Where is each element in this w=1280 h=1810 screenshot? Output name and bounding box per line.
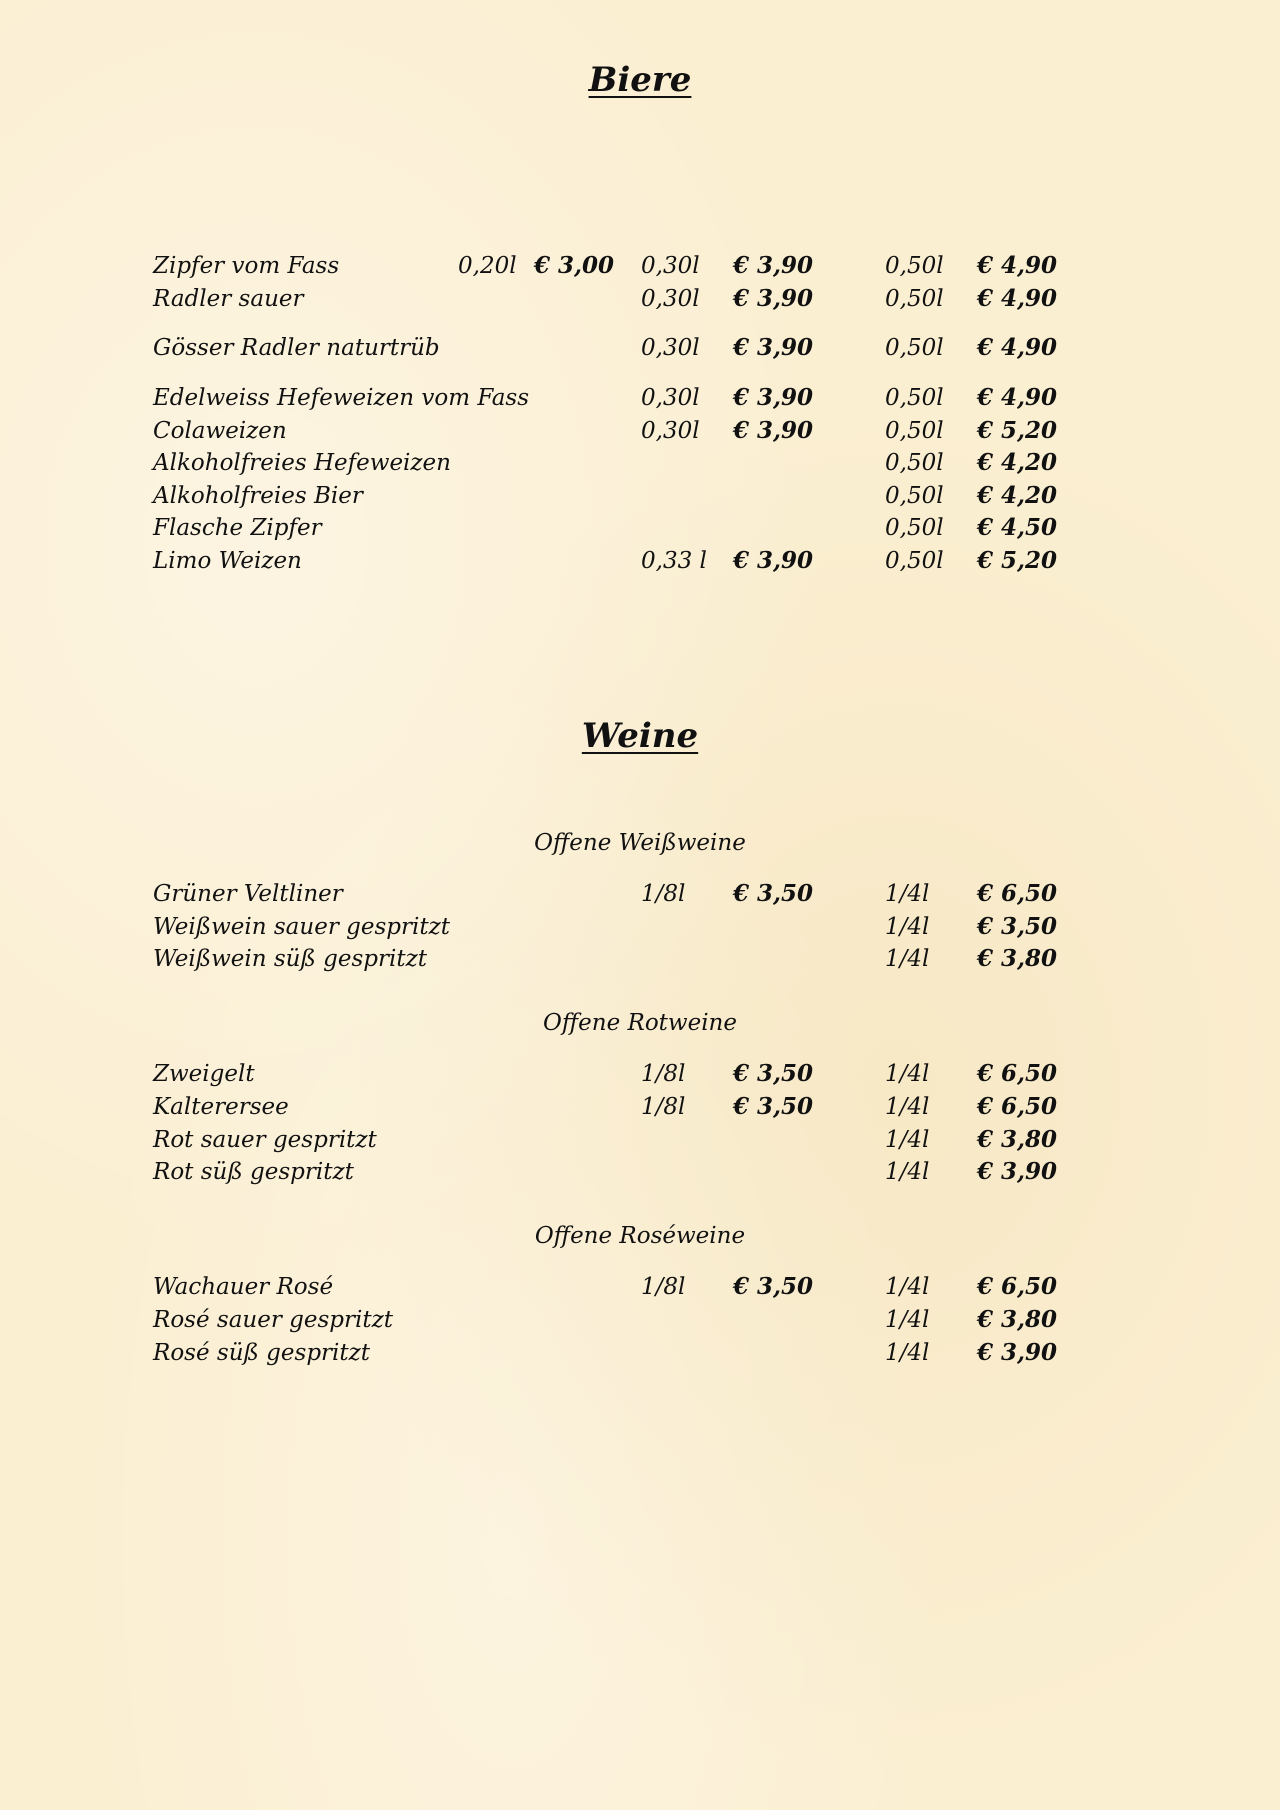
menu-item: [0, 447, 1280, 479]
item-volume-large: 1/4l: [885, 1274, 930, 1300]
menu-item: [0, 1156, 1280, 1188]
item-price-large: € 3,80: [977, 1126, 1058, 1153]
item-name: Rosé sauer gespritzt: [153, 1307, 393, 1333]
item-name: Kalterersee: [153, 1094, 289, 1120]
item-price-small: € 3,50: [733, 1060, 814, 1087]
item-name: Zweigelt: [153, 1061, 255, 1087]
item-price-medium: € 3,90: [733, 285, 814, 312]
item-volume-medium: 0,30l: [641, 335, 700, 361]
item-name: Zipfer vom Fass: [153, 253, 340, 279]
item-volume-large: 0,50l: [885, 450, 944, 476]
menu-item: [0, 1304, 1280, 1336]
item-volume-large: 0,50l: [885, 418, 944, 444]
item-price-large: € 4,90: [977, 334, 1058, 361]
item-price-large: € 4,20: [977, 449, 1058, 476]
menu-item: [0, 1058, 1280, 1090]
menu-item: [0, 250, 1280, 282]
item-price-large: € 6,50: [977, 1093, 1058, 1120]
menu-item: [0, 283, 1280, 315]
item-volume-medium: 0,33 l: [641, 548, 707, 574]
item-volume-large: 1/4l: [885, 914, 930, 940]
beer-section-title: Biere: [588, 60, 692, 100]
item-price-large: € 4,90: [977, 384, 1058, 411]
item-volume-large: 1/4l: [885, 1159, 930, 1185]
item-price-large: € 6,50: [977, 1273, 1058, 1300]
item-name: Weißwein süß gespritzt: [153, 946, 427, 972]
item-volume-large: 1/4l: [885, 1307, 930, 1333]
item-volume-small: 1/8l: [641, 881, 686, 907]
item-volume-large: 0,50l: [885, 483, 944, 509]
menu-item: [0, 943, 1280, 975]
item-name: Limo Weizen: [153, 548, 302, 574]
item-price-large: € 3,90: [977, 1339, 1058, 1366]
item-price-large: € 3,50: [977, 913, 1058, 940]
item-name: Weißwein sauer gespritzt: [153, 914, 450, 940]
menu-item: [0, 1337, 1280, 1369]
item-volume-small: 1/8l: [641, 1094, 686, 1120]
item-volume-large: 0,50l: [885, 286, 944, 312]
rose-wine-heading: Offene Roséweine: [534, 1223, 746, 1249]
item-name: Colaweizen: [153, 418, 287, 444]
item-volume-large: 0,50l: [885, 335, 944, 361]
item-price-large: € 3,80: [977, 945, 1058, 972]
menu-item: [0, 332, 1280, 364]
item-name: Flasche Zipfer: [153, 515, 322, 541]
item-name: Wachauer Rosé: [153, 1274, 334, 1300]
menu-item: [0, 382, 1280, 414]
menu-item: [0, 545, 1280, 577]
item-price-medium: € 3,90: [733, 334, 814, 361]
item-price-large: € 5,20: [977, 417, 1058, 444]
menu-item: [0, 480, 1280, 512]
item-volume-large: 1/4l: [885, 1094, 930, 1120]
item-price-large: € 3,80: [977, 1306, 1058, 1333]
item-name: Alkoholfreies Hefeweizen: [153, 450, 451, 476]
item-volume-large: 0,50l: [885, 253, 944, 279]
item-volume-small: 0,20l: [458, 253, 517, 279]
item-volume-small: 1/8l: [641, 1274, 686, 1300]
menu-item: [0, 1271, 1280, 1303]
item-volume-large: 0,50l: [885, 385, 944, 411]
item-price-medium: € 3,90: [733, 252, 814, 279]
red-wine-heading: Offene Rotweine: [543, 1010, 737, 1036]
item-volume-medium: 0,30l: [641, 253, 700, 279]
item-price-medium: € 3,90: [733, 547, 814, 574]
item-price-large: € 5,20: [977, 547, 1058, 574]
item-name: Grüner Veltliner: [153, 881, 343, 907]
item-volume-small: 1/8l: [641, 1061, 686, 1087]
item-name: Rot süß gespritzt: [153, 1159, 354, 1185]
item-price-medium: € 3,90: [733, 384, 814, 411]
item-price-small: € 3,50: [733, 1273, 814, 1300]
item-name: Rot sauer gespritzt: [153, 1127, 377, 1153]
item-volume-large: 1/4l: [885, 1127, 930, 1153]
menu-item: [0, 512, 1280, 544]
item-price-large: € 6,50: [977, 880, 1058, 907]
item-volume-large: 0,50l: [885, 515, 944, 541]
item-volume-large: 1/4l: [885, 1340, 930, 1366]
item-name: Radler sauer: [153, 286, 304, 312]
item-price-large: € 4,20: [977, 482, 1058, 509]
item-price-large: € 6,50: [977, 1060, 1058, 1087]
item-name: Alkoholfreies Bier: [153, 483, 363, 509]
item-volume-large: 0,50l: [885, 548, 944, 574]
menu-item: [0, 1091, 1280, 1123]
item-price-large: € 3,90: [977, 1158, 1058, 1185]
item-volume-large: 1/4l: [885, 1061, 930, 1087]
item-price-large: € 4,90: [977, 285, 1058, 312]
item-name: Gösser Radler naturtrüb: [153, 335, 440, 361]
item-volume-medium: 0,30l: [641, 418, 700, 444]
item-price-large: € 4,90: [977, 252, 1058, 279]
item-volume-medium: 0,30l: [641, 385, 700, 411]
item-price-small: € 3,50: [733, 880, 814, 907]
menu-item: [0, 415, 1280, 447]
item-volume-large: 1/4l: [885, 881, 930, 907]
item-price-medium: € 3,90: [733, 417, 814, 444]
menu-item: [0, 911, 1280, 943]
item-volume-large: 1/4l: [885, 946, 930, 972]
menu-item: [0, 878, 1280, 910]
item-price-small: € 3,00: [534, 252, 615, 279]
item-price-small: € 3,50: [733, 1093, 814, 1120]
item-name: Rosé süß gespritzt: [153, 1340, 370, 1366]
item-price-large: € 4,50: [977, 514, 1058, 541]
white-wine-heading: Offene Weißweine: [534, 830, 746, 856]
menu-item: [0, 1124, 1280, 1156]
wine-section-title: Weine: [581, 716, 699, 756]
item-name: Edelweiss Hefeweizen vom Fass: [153, 385, 530, 411]
item-volume-medium: 0,30l: [641, 286, 700, 312]
